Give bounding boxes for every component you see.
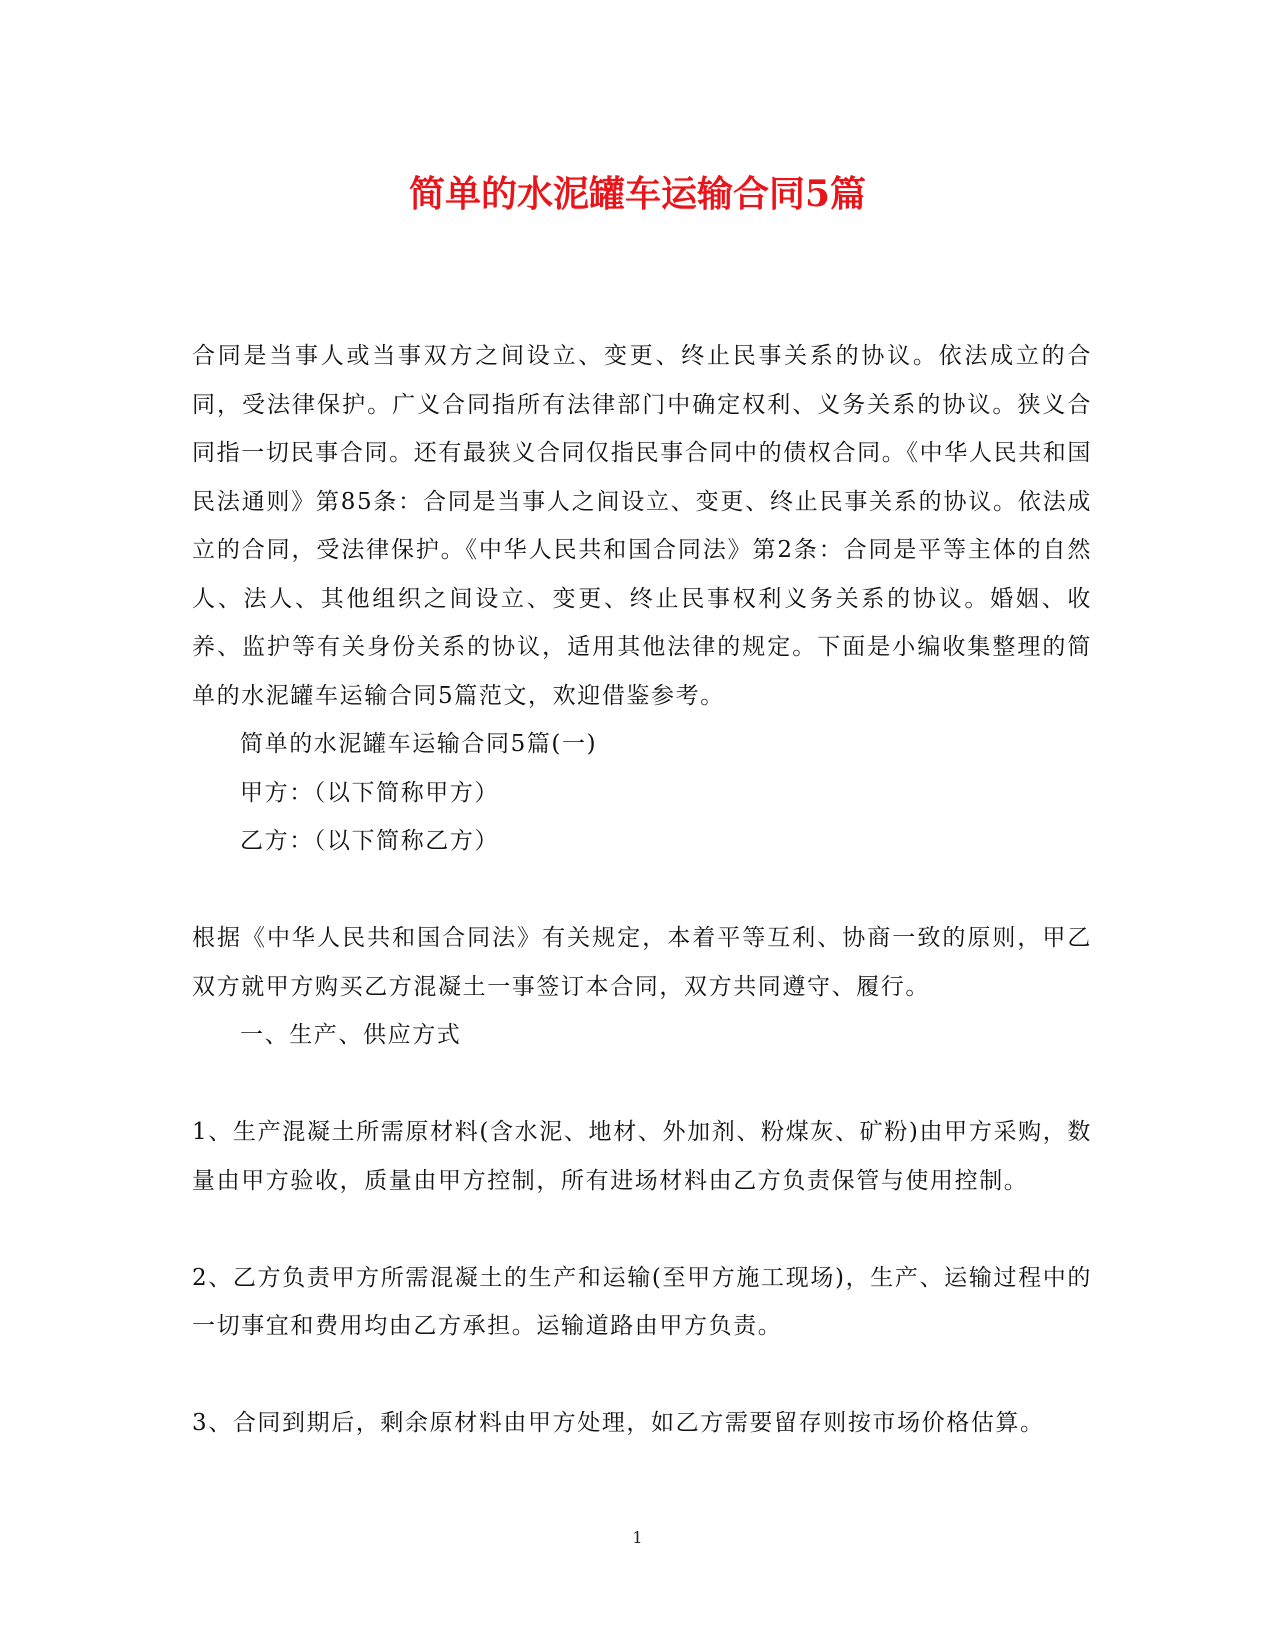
document-body (192, 332, 1092, 1448)
contract-subtitle: 简单的水泥罐车运输合同5篇(一) (240, 731, 598, 757)
party-a-line: 甲方：（以下简称甲方） (240, 779, 500, 806)
document-title: 简单的水泥罐车运输合同5篇 (408, 173, 867, 215)
party-b-line: 乙方：（以下简称乙方） (240, 828, 500, 854)
paragraph-gap (192, 1205, 1092, 1254)
paragraph-gap (192, 1351, 1092, 1400)
section-1-heading: 一、生产、供应方式 (240, 1022, 462, 1048)
clause-2: 2、乙方负责甲方所需混凝土的生产和运输(至甲方施工现场)，生产、运输过程中的一切事宜和费用均由乙方承担。运输道路由甲方负责。 (192, 1264, 1092, 1339)
paragraph-gap (192, 1060, 1092, 1109)
clause-3: 3、合同到期后，剩余原材料由甲方处理，如乙方需要留存则按市场价格估算。 (192, 1410, 1045, 1436)
page-number: 1 (632, 1528, 643, 1547)
clause-1: 1、生产混凝土所需原材料(含水泥、地材、外加剂、粉煤灰、矿粉)由甲方采购，数量由甲方验收，质量由甲方控制，所有进场材料由乙方负责保管与使用控制。 (192, 1119, 1092, 1194)
intro-paragraph: 合同是当事人或当事双方之间设立、变更、终止民事关系的协议。依法成立的合同，受法律保护。广义合同指所有法律部门中确定权利、义务关系的协议。狭义合同指一切民事合同。还有最狭义合同仅指民事合同中的债权合同。《中华人民共和国民法通则》第85条：合同是当事人之间设立、变更、终止民事关系的协议。依法成立的合同，受法律保护。《中华人民共和国合同法》第2条：合同是平等主体的自然人、法人、其他组织之间设立、变更、终止民事权利义务关系的协议。婚姻、收养、监护等有关身份关系的协议，适用其他法律的规定。下面是小编收集整理的简单的水泥罐车运输合同5篇范文，欢迎借鉴参考。 (192, 343, 1092, 709)
paragraph-gap (192, 866, 1092, 915)
basis-paragraph: 根据《中华人民共和国合同法》有关规定，本着平等互利、协商一致的原则，甲乙双方就甲方购买乙方混凝土一事签订本合同，双方共同遵守、履行。 (192, 925, 1092, 1000)
